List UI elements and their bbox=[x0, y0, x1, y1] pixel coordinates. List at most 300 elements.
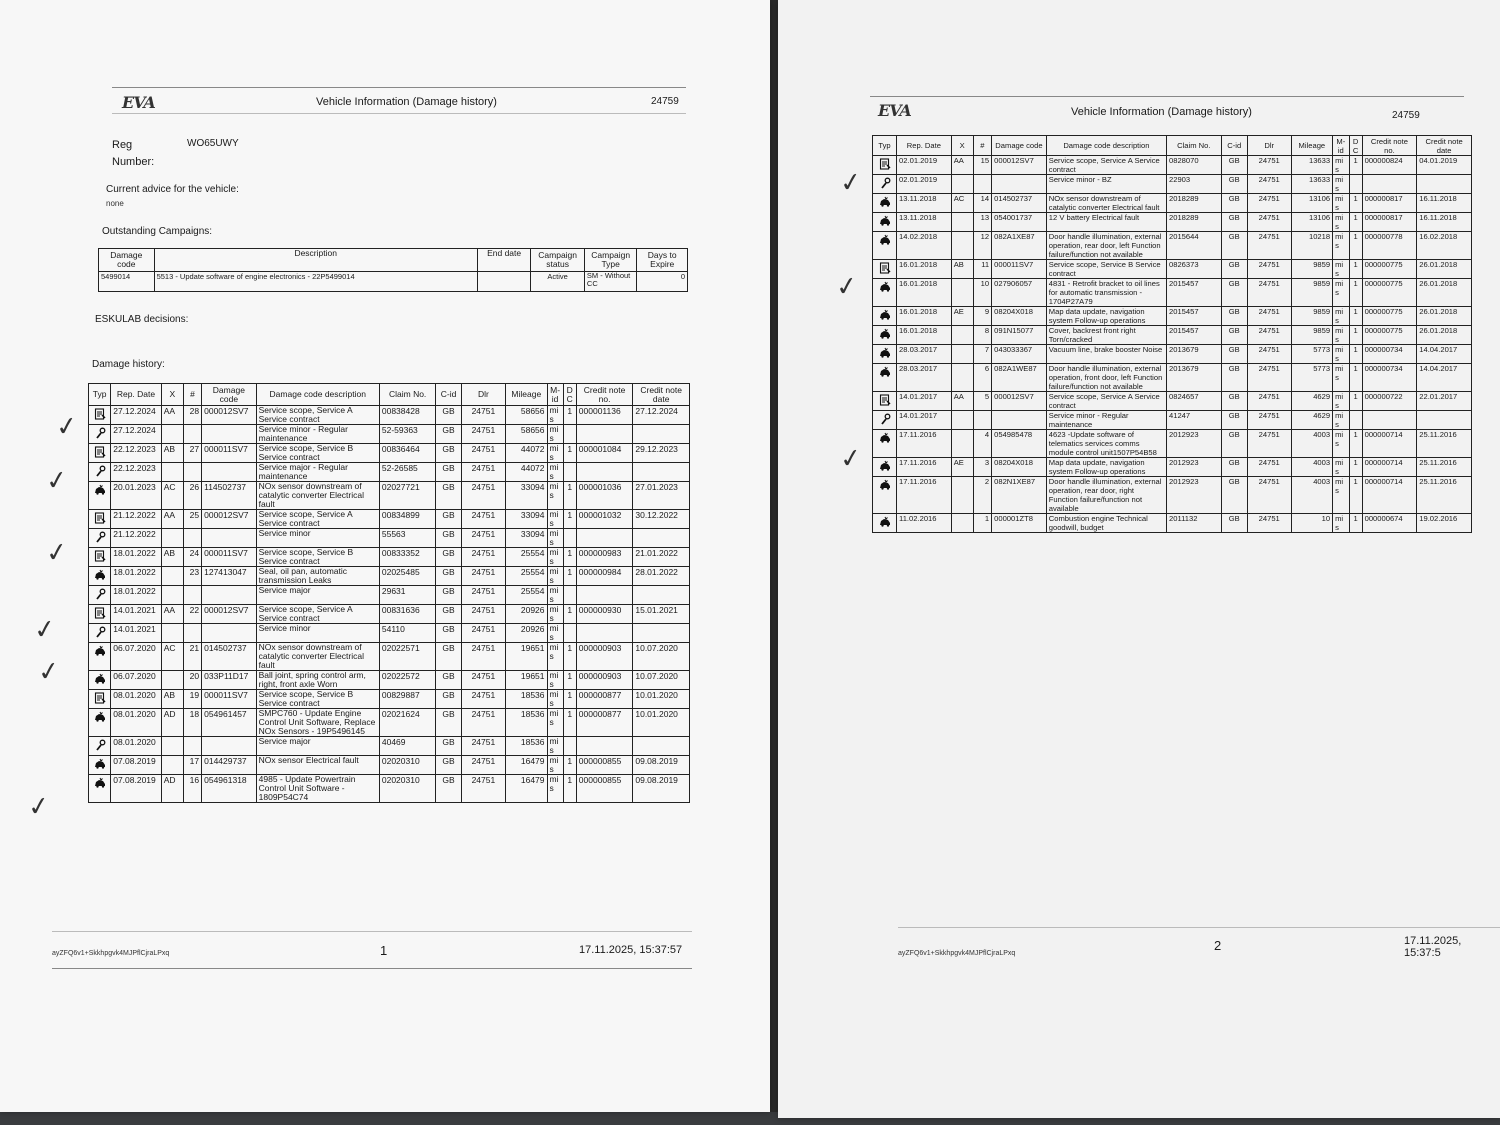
cell-x: AE bbox=[951, 307, 973, 326]
cell-desc: SMPC760 - Update Engine Control Unit Software, Replace NOx Sensors - 19P5496145 bbox=[256, 709, 379, 737]
cell-x bbox=[951, 430, 973, 458]
cell-cnd: 22.01.2017 bbox=[1417, 392, 1472, 411]
cell-cnd: 10.07.2020 bbox=[633, 643, 690, 671]
cell-dlr: 24751 bbox=[461, 567, 505, 586]
cell-code bbox=[202, 586, 257, 605]
cell-code: 08204X018 bbox=[992, 307, 1047, 326]
cell-x: AE bbox=[951, 458, 973, 477]
damage-history-table-continued bbox=[872, 135, 1472, 533]
cell-cnd: 09.08.2019 bbox=[633, 756, 690, 775]
cell-cnd: 21.01.2022 bbox=[633, 548, 690, 567]
cell-dc bbox=[563, 425, 576, 444]
cell-cnd: 10.01.2020 bbox=[633, 690, 690, 709]
cell-mileage: 9859 bbox=[1291, 307, 1333, 326]
cell-mid: mi s bbox=[547, 482, 563, 510]
cell-dlr: 24751 bbox=[461, 482, 505, 510]
cell-cid: GB bbox=[436, 425, 461, 444]
cell-date: 07.08.2019 bbox=[111, 756, 162, 775]
cell-n bbox=[973, 411, 992, 430]
cell-cn: 000000877 bbox=[576, 690, 633, 709]
cell-mileage: 25554 bbox=[506, 548, 547, 567]
cell-code: 000012SV7 bbox=[202, 605, 257, 624]
cell-n: 6 bbox=[973, 364, 992, 392]
cell-code: 000012SV7 bbox=[202, 510, 257, 529]
cell-cnd bbox=[633, 624, 690, 643]
cell-mileage: 33094 bbox=[506, 482, 547, 510]
damaged-car-icon bbox=[879, 516, 891, 528]
cell-cnd: 09.08.2019 bbox=[633, 775, 690, 803]
cell-cid: GB bbox=[1221, 279, 1247, 307]
cell-claim: 55563 bbox=[379, 529, 436, 548]
row-type-cell bbox=[873, 458, 897, 477]
cell-x bbox=[951, 279, 973, 307]
damage-history-label: Damage history: bbox=[92, 359, 165, 370]
cell-n bbox=[973, 175, 992, 194]
cell-cnd: 30.12.2022 bbox=[633, 510, 690, 529]
cell-mid: mi s bbox=[1333, 232, 1349, 260]
cell-mileage: 9859 bbox=[1291, 279, 1333, 307]
cell-dlr: 24751 bbox=[461, 529, 505, 548]
history-row bbox=[89, 605, 690, 624]
cell-claim: 2013679 bbox=[1167, 345, 1222, 364]
cell-dc bbox=[1349, 175, 1362, 194]
cell-claim: 0826373 bbox=[1167, 260, 1222, 279]
history-row bbox=[873, 477, 1472, 514]
cell-code bbox=[202, 425, 257, 444]
cell-code: 014502737 bbox=[202, 643, 257, 671]
cell-cnd: 27.01.2023 bbox=[633, 482, 690, 510]
cell-n: 21 bbox=[183, 643, 201, 671]
cell-mid: mi s bbox=[547, 463, 563, 482]
history-row bbox=[89, 444, 690, 463]
cell-dc: 1 bbox=[1349, 364, 1362, 392]
cell-n: 22 bbox=[183, 605, 201, 624]
cell-n: 15 bbox=[973, 156, 992, 175]
cell-cid: GB bbox=[1221, 213, 1247, 232]
cell-code: 000011SV7 bbox=[202, 690, 257, 709]
footer-code: ayZFQ6v1+Skkhpgvk4MJPflCjraLPxq bbox=[898, 950, 1016, 957]
cell-n: 28 bbox=[183, 406, 201, 425]
cell-cn: 000000722 bbox=[1362, 392, 1417, 411]
cell-dc: 1 bbox=[1349, 326, 1362, 345]
cell-desc: Map data update, navigation system Follow-up operations bbox=[1046, 458, 1166, 477]
cell-dc: 1 bbox=[563, 482, 576, 510]
cell-mid: mi s bbox=[1333, 364, 1349, 392]
col-damage-description: Damage code description bbox=[1046, 136, 1166, 156]
handwritten-tick: ✓ bbox=[54, 410, 80, 444]
cell-cnd: 15.01.2021 bbox=[633, 605, 690, 624]
cell-mid: mi s bbox=[547, 586, 563, 605]
cell-n: 12 bbox=[973, 232, 992, 260]
wrench-icon bbox=[879, 177, 891, 189]
cell-dlr: 24751 bbox=[1247, 411, 1291, 430]
cell-code: 091N15077 bbox=[992, 326, 1047, 345]
wrench-icon bbox=[94, 626, 106, 638]
handwritten-tick: ✓ bbox=[44, 464, 70, 498]
cell-x bbox=[951, 175, 973, 194]
row-type-cell bbox=[89, 624, 111, 643]
cell-claim: 00831636 bbox=[379, 605, 436, 624]
cell-cid: GB bbox=[1221, 232, 1247, 260]
cell-mileage: 13106 bbox=[1291, 213, 1333, 232]
cell-n bbox=[183, 586, 201, 605]
col-dc: D C bbox=[1349, 136, 1362, 156]
cell-cid: GB bbox=[436, 586, 461, 605]
cell-n: 3 bbox=[973, 458, 992, 477]
history-row bbox=[89, 756, 690, 775]
cell-cnd: 19.02.2016 bbox=[1417, 514, 1472, 533]
cell-n: 24 bbox=[183, 548, 201, 567]
cell-cid: GB bbox=[1221, 307, 1247, 326]
cell-cnd: 26.01.2018 bbox=[1417, 326, 1472, 345]
cell-cid: GB bbox=[1221, 392, 1247, 411]
cell-x bbox=[161, 529, 183, 548]
row-type-cell bbox=[89, 406, 111, 425]
cell-claim: 54110 bbox=[379, 624, 436, 643]
history-row bbox=[873, 392, 1472, 411]
cell-cnd: 27.12.2024 bbox=[633, 406, 690, 425]
cell-desc: Service major bbox=[256, 737, 379, 756]
cell-cid: GB bbox=[436, 756, 461, 775]
cell-dlr: 24751 bbox=[461, 690, 505, 709]
history-header-row bbox=[89, 384, 690, 406]
cell-x: AD bbox=[161, 775, 183, 803]
cell-dc: 1 bbox=[1349, 156, 1362, 175]
cell-dc: 1 bbox=[563, 643, 576, 671]
col-c-id: C-id bbox=[1221, 136, 1247, 156]
row-type-cell bbox=[89, 444, 111, 463]
history-row bbox=[873, 430, 1472, 458]
cell-date: 13.11.2018 bbox=[897, 213, 952, 232]
cell-n: 17 bbox=[183, 756, 201, 775]
cell-x bbox=[161, 567, 183, 586]
cell-mileage: 33094 bbox=[506, 510, 547, 529]
cell-date: 21.12.2022 bbox=[111, 529, 162, 548]
cell-date: 17.11.2016 bbox=[897, 430, 952, 458]
row-type-cell bbox=[89, 482, 111, 510]
cell-date: 06.07.2020 bbox=[111, 643, 162, 671]
cell-claim: 52-26585 bbox=[379, 463, 436, 482]
cell-mid: mi s bbox=[547, 510, 563, 529]
cell-desc: Service minor - BZ bbox=[1046, 175, 1166, 194]
col-description: Description bbox=[154, 249, 477, 272]
cell-n: 25 bbox=[183, 510, 201, 529]
cell-code bbox=[202, 529, 257, 548]
cell-claim: 00838428 bbox=[379, 406, 436, 425]
col-x: X bbox=[951, 136, 973, 156]
footer-page-number: 2 bbox=[1214, 938, 1222, 953]
cell-cn: 000000734 bbox=[1362, 364, 1417, 392]
advice-value: none bbox=[106, 199, 124, 208]
damaged-car-icon bbox=[94, 758, 106, 770]
cell-n bbox=[183, 737, 201, 756]
cell-cid: GB bbox=[436, 690, 461, 709]
cell-mileage: 9859 bbox=[1291, 260, 1333, 279]
cell-cnd: 10.07.2020 bbox=[633, 671, 690, 690]
cell-code: 127413047 bbox=[202, 567, 257, 586]
cell-date: 14.01.2017 bbox=[897, 392, 952, 411]
cell-dlr: 24751 bbox=[461, 463, 505, 482]
cell-x bbox=[161, 425, 183, 444]
cell-code: 054985478 bbox=[992, 430, 1047, 458]
cell-mileage: 4629 bbox=[1291, 392, 1333, 411]
wrench-icon bbox=[94, 427, 106, 439]
cell-n: 18 bbox=[183, 709, 201, 737]
col-claim-no: Claim No. bbox=[1167, 136, 1222, 156]
cell-cn bbox=[576, 529, 633, 548]
handwritten-tick: ✓ bbox=[26, 790, 52, 824]
cell-cid: GB bbox=[1221, 156, 1247, 175]
footer-rule-upper bbox=[898, 927, 1500, 928]
cell-cnd: 16.11.2018 bbox=[1417, 213, 1472, 232]
row-type-cell bbox=[873, 345, 897, 364]
cell-x: AD bbox=[161, 709, 183, 737]
cell-cnd: 14.04.2017 bbox=[1417, 364, 1472, 392]
cell-code: 027906057 bbox=[992, 279, 1047, 307]
cell-desc: NOx sensor downstream of catalytic converter Electrical fault bbox=[256, 482, 379, 510]
history-row bbox=[873, 156, 1472, 175]
cell-mid: mi s bbox=[547, 567, 563, 586]
cell-dlr: 24751 bbox=[461, 624, 505, 643]
cell-code: 000011SV7 bbox=[202, 548, 257, 567]
cell-mileage: 4629 bbox=[1291, 411, 1333, 430]
cell-claim: 02027721 bbox=[379, 482, 436, 510]
cell-cn: 000000775 bbox=[1362, 326, 1417, 345]
cell-dc: 1 bbox=[563, 548, 576, 567]
cell-mileage: 18536 bbox=[506, 709, 547, 737]
cell-claim: 22903 bbox=[1167, 175, 1222, 194]
damaged-car-icon bbox=[879, 309, 891, 321]
cell-cnd: 29.12.2023 bbox=[633, 444, 690, 463]
cell-cid: GB bbox=[436, 605, 461, 624]
campaigns-header-row bbox=[99, 249, 688, 272]
cell-dc: 1 bbox=[563, 756, 576, 775]
cell-mid: mi s bbox=[1333, 279, 1349, 307]
cell-n: 20 bbox=[183, 671, 201, 690]
cell-desc: Ball joint, spring control arm, right, front axle Worn bbox=[256, 671, 379, 690]
cell-cn: 000000775 bbox=[1362, 307, 1417, 326]
cell-date: 16.01.2018 bbox=[897, 326, 952, 345]
cell-cid: GB bbox=[436, 444, 461, 463]
damaged-car-icon bbox=[879, 479, 891, 491]
cell-n: 13 bbox=[973, 213, 992, 232]
campaign-end-date bbox=[477, 272, 531, 292]
cell-date: 06.07.2020 bbox=[111, 671, 162, 690]
cell-date: 20.01.2023 bbox=[111, 482, 162, 510]
cell-code: 000012SV7 bbox=[992, 392, 1047, 411]
cell-code: 054961457 bbox=[202, 709, 257, 737]
cell-n bbox=[183, 529, 201, 548]
row-type-cell bbox=[873, 477, 897, 514]
cell-mileage: 19651 bbox=[506, 671, 547, 690]
cell-claim: 02022572 bbox=[379, 671, 436, 690]
history-row bbox=[873, 194, 1472, 213]
cell-date: 14.01.2017 bbox=[897, 411, 952, 430]
row-type-cell bbox=[89, 709, 111, 737]
col-credit-note-no: Credit note no. bbox=[1362, 136, 1417, 156]
cell-date: 18.01.2022 bbox=[111, 567, 162, 586]
cell-date: 22.12.2023 bbox=[111, 463, 162, 482]
cell-date: 13.11.2018 bbox=[897, 194, 952, 213]
service-book-icon bbox=[879, 262, 891, 274]
cell-n: 9 bbox=[973, 307, 992, 326]
cell-claim: 2015644 bbox=[1167, 232, 1222, 260]
cell-claim: 2015457 bbox=[1167, 326, 1222, 345]
cell-date: 17.11.2016 bbox=[897, 477, 952, 514]
cell-cid: GB bbox=[1221, 477, 1247, 514]
cell-desc: Service minor - Regular maintenance bbox=[256, 425, 379, 444]
cell-date: 14.01.2021 bbox=[111, 605, 162, 624]
cell-cid: GB bbox=[1221, 260, 1247, 279]
cell-desc: Service scope, Service B Service contract bbox=[1046, 260, 1166, 279]
cell-x bbox=[951, 364, 973, 392]
cell-x bbox=[951, 514, 973, 533]
cell-cnd: 25.11.2016 bbox=[1417, 458, 1472, 477]
cell-mileage: 20926 bbox=[506, 605, 547, 624]
cell-dc: 1 bbox=[563, 567, 576, 586]
cell-n bbox=[183, 463, 201, 482]
cell-cnd bbox=[633, 529, 690, 548]
cell-cnd: 26.01.2018 bbox=[1417, 260, 1472, 279]
cell-dlr: 24751 bbox=[461, 605, 505, 624]
cell-mid: mi s bbox=[1333, 411, 1349, 430]
cell-cnd: 25.11.2016 bbox=[1417, 477, 1472, 514]
cell-dc: 1 bbox=[563, 406, 576, 425]
cell-date: 27.12.2024 bbox=[111, 406, 162, 425]
cell-mid: mi s bbox=[1333, 345, 1349, 364]
cell-dlr: 24751 bbox=[1247, 326, 1291, 345]
service-book-icon bbox=[94, 692, 106, 704]
cell-mid: mi s bbox=[1333, 477, 1349, 514]
history-row bbox=[89, 643, 690, 671]
cell-dc: 1 bbox=[1349, 430, 1362, 458]
cell-cid: GB bbox=[436, 463, 461, 482]
history-row bbox=[89, 529, 690, 548]
cell-mid: mi s bbox=[1333, 458, 1349, 477]
cell-x: AB bbox=[951, 260, 973, 279]
col-mileage: Mileage bbox=[1291, 136, 1333, 156]
cell-x bbox=[951, 326, 973, 345]
cell-cn: 000001136 bbox=[576, 406, 633, 425]
cell-cn bbox=[576, 624, 633, 643]
history-row bbox=[89, 671, 690, 690]
cell-claim: 2011132 bbox=[1167, 514, 1222, 533]
damaged-car-icon bbox=[94, 569, 106, 581]
cell-dc: 1 bbox=[1349, 213, 1362, 232]
cell-dlr: 24751 bbox=[1247, 156, 1291, 175]
cell-dlr: 24751 bbox=[1247, 430, 1291, 458]
col-campaign-type: Campaign Type bbox=[584, 249, 637, 272]
col-damage-code: Damage code bbox=[992, 136, 1047, 156]
document-number: 24759 bbox=[651, 96, 679, 107]
cell-mid: mi s bbox=[547, 529, 563, 548]
cell-mileage: 16479 bbox=[506, 756, 547, 775]
cell-cn: 000000824 bbox=[1362, 156, 1417, 175]
cell-claim: 02020310 bbox=[379, 756, 436, 775]
row-type-cell bbox=[873, 364, 897, 392]
cell-date: 08.01.2020 bbox=[111, 690, 162, 709]
cell-claim: 00829887 bbox=[379, 690, 436, 709]
cell-mileage: 44072 bbox=[506, 463, 547, 482]
cell-x bbox=[951, 411, 973, 430]
cell-mileage: 25554 bbox=[506, 586, 547, 605]
cell-mid: mi s bbox=[547, 624, 563, 643]
cell-dc bbox=[563, 463, 576, 482]
cell-mid: mi s bbox=[1333, 194, 1349, 213]
history-row bbox=[873, 232, 1472, 260]
wrench-icon bbox=[94, 588, 106, 600]
cell-date: 18.01.2022 bbox=[111, 548, 162, 567]
cell-desc: Service major bbox=[256, 586, 379, 605]
history-row bbox=[89, 463, 690, 482]
cell-dlr: 24751 bbox=[1247, 345, 1291, 364]
cell-cn: 000000930 bbox=[576, 605, 633, 624]
service-book-icon bbox=[879, 158, 891, 170]
cell-mid: mi s bbox=[547, 775, 563, 803]
cell-x bbox=[161, 586, 183, 605]
cell-desc: Service minor - Regular maintenance bbox=[1046, 411, 1166, 430]
cell-dc: 1 bbox=[1349, 307, 1362, 326]
cell-date: 16.01.2018 bbox=[897, 307, 952, 326]
history-row bbox=[89, 690, 690, 709]
cell-dc: 1 bbox=[1349, 260, 1362, 279]
cell-dc: 1 bbox=[1349, 232, 1362, 260]
cell-mid: mi s bbox=[1333, 430, 1349, 458]
cell-claim: 2012923 bbox=[1167, 458, 1222, 477]
cell-cn: 000000984 bbox=[576, 567, 633, 586]
cell-x: AC bbox=[951, 194, 973, 213]
cell-dc: 1 bbox=[563, 444, 576, 463]
cell-dlr: 24751 bbox=[1247, 477, 1291, 514]
handwritten-tick: ✓ bbox=[838, 166, 864, 200]
cell-date: 02.01.2019 bbox=[897, 175, 952, 194]
cell-cid: GB bbox=[436, 775, 461, 803]
handwritten-tick: ✓ bbox=[32, 613, 58, 647]
cell-dc: 1 bbox=[1349, 392, 1362, 411]
cell-claim: 40469 bbox=[379, 737, 436, 756]
cell-mid: mi s bbox=[547, 406, 563, 425]
campaigns-label: Outstanding Campaigns: bbox=[102, 226, 213, 237]
damaged-car-icon bbox=[879, 328, 891, 340]
cell-desc: Door handle illumination, external operation, rear door, right Function failure/function not available bbox=[1046, 477, 1166, 514]
cell-claim: 0828070 bbox=[1167, 156, 1222, 175]
cell-desc: 4985 - Update Powertrain Control Unit Software - 1809P54C74 bbox=[256, 775, 379, 803]
cell-dc: 1 bbox=[563, 671, 576, 690]
cell-cid: GB bbox=[436, 529, 461, 548]
cell-n: 5 bbox=[973, 392, 992, 411]
row-type-cell bbox=[873, 194, 897, 213]
row-type-cell bbox=[89, 671, 111, 690]
row-type-cell bbox=[873, 307, 897, 326]
cell-claim: 2013679 bbox=[1167, 364, 1222, 392]
cell-cid: GB bbox=[1221, 458, 1247, 477]
cell-cid: GB bbox=[436, 737, 461, 756]
cell-cn: 000001036 bbox=[576, 482, 633, 510]
cell-x: AA bbox=[951, 156, 973, 175]
cell-cid: GB bbox=[1221, 345, 1247, 364]
eva-logo: EVA bbox=[878, 101, 911, 120]
cell-dlr: 24751 bbox=[461, 756, 505, 775]
cell-cid: GB bbox=[436, 671, 461, 690]
cell-date: 18.01.2022 bbox=[111, 586, 162, 605]
cell-dlr: 24751 bbox=[1247, 279, 1291, 307]
cell-mileage: 4003 bbox=[1291, 477, 1333, 514]
history-header-row bbox=[873, 136, 1472, 156]
cell-claim: 0824657 bbox=[1167, 392, 1222, 411]
col-m-id: M-id bbox=[1333, 136, 1349, 156]
cell-dc: 1 bbox=[563, 510, 576, 529]
cell-cnd bbox=[1417, 175, 1472, 194]
